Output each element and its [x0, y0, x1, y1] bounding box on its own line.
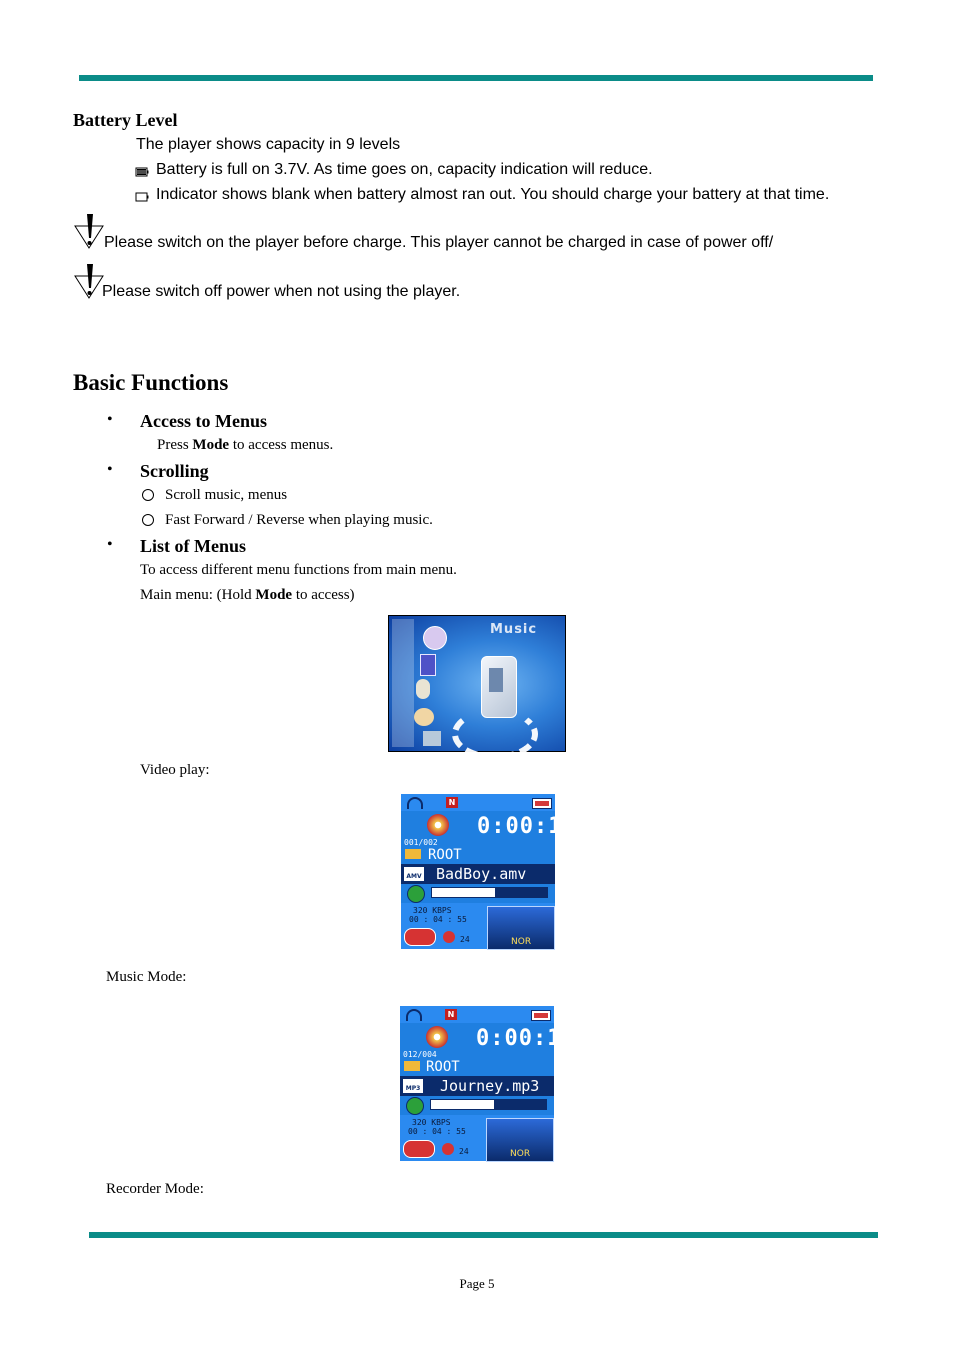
duration: 00 : 04 : 55 [408, 1127, 466, 1136]
scroll-item-2: Fast Forward / Reverse when playing music. [165, 512, 433, 528]
access-menus-text: Press Mode to access menus. [157, 437, 334, 453]
play-icon [407, 885, 425, 903]
recorder-mode-label: Recorder Mode: [106, 1181, 204, 1197]
menu-video-icon [420, 654, 436, 676]
folder-name: ROOT [426, 1059, 460, 1075]
menu-title: Music [490, 622, 538, 637]
time-display: 0:00:19 [477, 814, 577, 839]
battery-line-1: The player shows capacity in 9 levels [136, 136, 401, 153]
battery-icon [531, 1010, 551, 1021]
list-menus-text-1: To access different menu functions from main menu. [140, 562, 457, 578]
volume-level: 24 [459, 1147, 469, 1156]
bitrate: 320 KBPS [413, 906, 452, 915]
page-number: Page 5 [459, 1276, 495, 1291]
battery-level-heading: Battery Level [73, 110, 178, 130]
circle-bullet-icon [142, 489, 154, 501]
scrolling-heading: Scrolling [140, 461, 209, 481]
warning-text-1: Please switch on the player before charge. This player cannot be charged in case of power off/ [104, 234, 774, 251]
battery-full-icon [135, 165, 149, 183]
warning-icon [73, 212, 105, 250]
repeat-mode-icon: N [446, 797, 458, 808]
main-menu-screenshot [388, 615, 566, 752]
volume-icon [442, 1143, 454, 1155]
music-mode-label: Music Mode: [106, 969, 187, 985]
basic-functions-heading: Basic Functions [73, 370, 229, 395]
folder-name: ROOT [428, 847, 462, 863]
video-play-screenshot [401, 794, 577, 949]
battery-empty-icon [135, 190, 149, 208]
warning-text-2: Please switch off power when not using the player. [102, 283, 461, 300]
duration: 00 : 04 : 55 [409, 915, 467, 924]
folder-icon [404, 1061, 420, 1071]
headphone-icon [407, 797, 423, 809]
battery-line-3: Indicator shows blank when battery almost ran out. You should charge your battery at that time. [156, 186, 830, 203]
disc-icon [426, 1026, 448, 1048]
menu-wheel [452, 708, 538, 760]
disc-icon [427, 814, 449, 836]
file-type-icon: MP3 [403, 1079, 423, 1093]
battery-icon [532, 798, 552, 809]
headphone-icon [406, 1009, 422, 1021]
time-display: 0:00:19 [476, 1026, 576, 1051]
bullet-icon: • [107, 411, 113, 428]
music-mode-screenshot [400, 1006, 576, 1161]
menu-music-icon [423, 626, 447, 650]
repeat-mode-icon: N [445, 1009, 457, 1020]
bullet-icon: • [107, 536, 113, 553]
volume-level: 24 [460, 935, 470, 944]
file-name: Journey.mp3 [440, 1077, 540, 1095]
track-counter: 001/002 [404, 838, 438, 847]
eq-mode: NOR [510, 1149, 531, 1159]
folder-icon [405, 849, 421, 859]
battery-line-2: Battery is full on 3.7V. As time goes on, capacity indication will reduce. [156, 161, 653, 178]
file-name: BadBoy.amv [436, 865, 527, 883]
bitrate: 320 KBPS [412, 1118, 451, 1127]
warning-icon [73, 262, 105, 300]
bullet-icon: • [107, 461, 113, 478]
top-rule [79, 75, 873, 81]
track-counter: 012/004 [403, 1050, 437, 1059]
list-of-menus-heading: List of Menus [140, 536, 247, 556]
progress-bar [431, 887, 548, 898]
menu-speaker-icon [414, 708, 434, 726]
lock-button-icon [404, 928, 436, 946]
scroll-item-1: Scroll music, menus [165, 487, 288, 503]
video-play-label: Video play: [140, 762, 210, 778]
progress-bar [430, 1099, 547, 1110]
menu-settings-icon [423, 731, 441, 746]
list-menus-text-2: Main menu: (Hold Mode to access) [140, 587, 355, 603]
eq-mode: NOR [511, 937, 532, 947]
circle-bullet-icon [142, 514, 154, 526]
file-type-icon: AMV [404, 867, 424, 881]
menu-mic-icon [416, 679, 430, 699]
play-icon [406, 1097, 424, 1115]
volume-icon [443, 931, 455, 943]
lock-button-icon [403, 1140, 435, 1158]
bottom-rule [89, 1232, 878, 1238]
access-menus-heading: Access to Menus [140, 411, 267, 431]
